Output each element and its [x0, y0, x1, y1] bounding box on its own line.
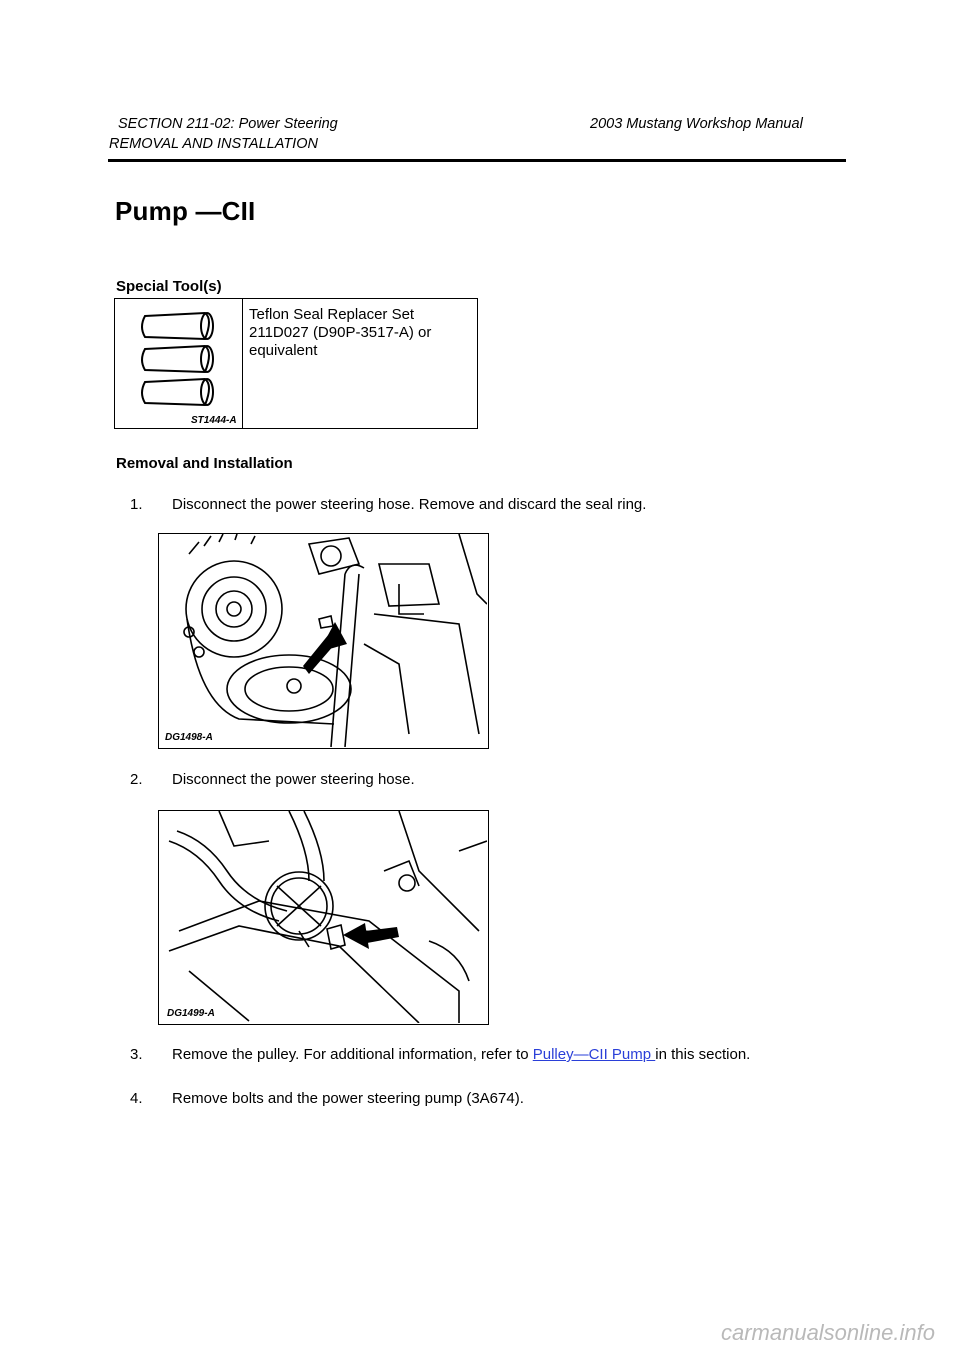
- figure-hose-seal-ring: [158, 533, 489, 749]
- tool-description: Teflon Seal Replacer Set 211D027 (D90P-3517-A) or equivalent: [249, 306, 432, 359]
- figure-hose-disconnect: [158, 810, 489, 1025]
- tool-image-label: ST1444-A: [191, 415, 237, 426]
- step-3-text-before: Remove the pulley. For additional information, refer to: [172, 1046, 533, 1063]
- header-divider: [108, 159, 846, 162]
- engine-diagram-2: [159, 811, 487, 1023]
- tool-image-cell: [115, 299, 243, 428]
- special-tools-table: [114, 298, 478, 429]
- seal-replacer-illustration: [115, 299, 241, 427]
- step-text: [172, 1046, 750, 1063]
- engine-diagram-1: [159, 534, 487, 747]
- step-number: 3.: [130, 1046, 143, 1063]
- page-title: Pump —CII: [115, 196, 256, 226]
- step-number: 1.: [130, 496, 143, 513]
- figure-1-label: DG1498-A: [165, 732, 213, 743]
- step-text: Disconnect the power steering hose.: [172, 771, 415, 788]
- header-manual-title: 2003 Mustang Workshop Manual: [590, 116, 803, 132]
- step-3-text-after: in this section.: [655, 1046, 751, 1063]
- removal-heading: Removal and Installation: [116, 455, 293, 472]
- header-subheading: REMOVAL AND INSTALLATION: [109, 136, 318, 152]
- special-tools-label: Special Tool(s): [116, 278, 222, 295]
- step-number: 4.: [130, 1090, 143, 1107]
- pulley-cii-pump-link[interactable]: Pulley—CII Pump: [532, 1046, 656, 1063]
- step-text: Remove bolts and the power steering pump (3A674).: [172, 1090, 524, 1107]
- step-number: 2.: [130, 771, 143, 788]
- header-section: SECTION 211-02: Power Steering: [118, 116, 338, 132]
- site-watermark: carmanualsonline.info: [720, 1320, 935, 1345]
- step-text: Disconnect the power steering hose. Remove and discard the seal ring.: [172, 496, 647, 513]
- figure-2-label: DG1499-A: [167, 1008, 215, 1019]
